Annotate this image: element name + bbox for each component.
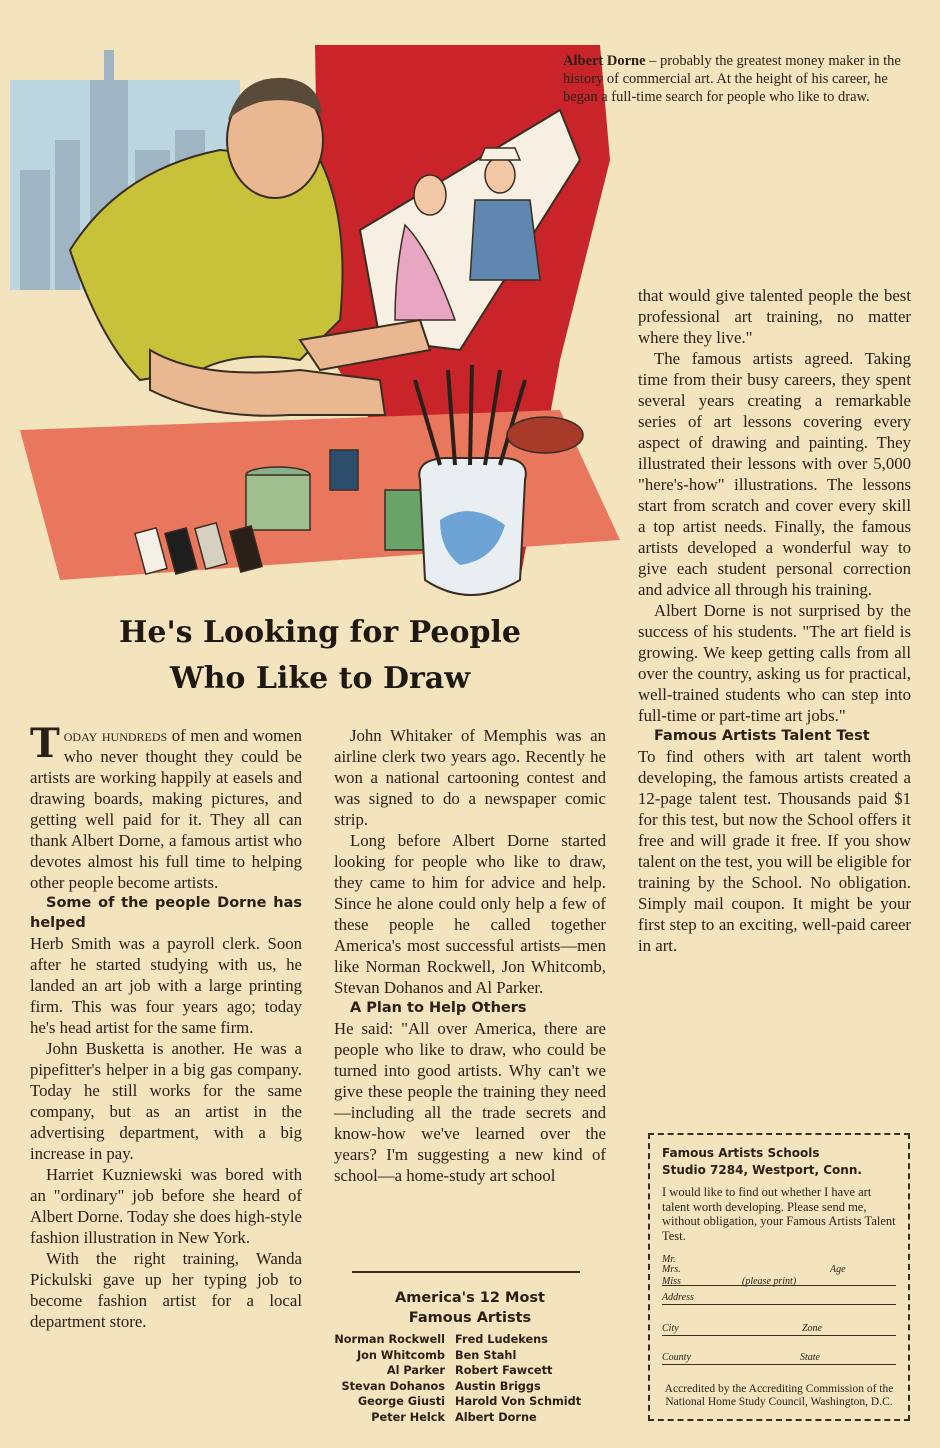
artist-name: Harold Von Schmidt bbox=[455, 1395, 582, 1408]
caption-name: Albert Dorne bbox=[563, 53, 646, 69]
divider-rule bbox=[352, 1271, 580, 1273]
mail-in-coupon[interactable] bbox=[648, 1133, 910, 1421]
list-item bbox=[330, 1363, 620, 1379]
coupon-studio: Studio 7284, Westport, Conn. bbox=[662, 1163, 862, 1177]
county-label: County bbox=[662, 1352, 691, 1363]
intro-text: of men and women who never thought they could be artists are working happily at easels and drawing boards, making pictures, and getting well paid for it. They all can thank Albert Dorne, a famous artist who devotes almost his full time to helping other people become artists. bbox=[30, 726, 302, 892]
mr-label: Mr. bbox=[662, 1254, 676, 1265]
drop-cap: T bbox=[30, 720, 60, 767]
county-state-field[interactable] bbox=[662, 1352, 896, 1365]
artist-name: Ben Stahl bbox=[455, 1348, 517, 1362]
artists-list-title bbox=[334, 1288, 606, 1328]
artists-title-line-1: America's 12 Most bbox=[395, 1290, 545, 1306]
column-1 bbox=[30, 720, 302, 1332]
paragraph-artists-agreed: The famous artists agreed. Taking time from their busy careers, they spent several years creating a remarkable series of art lessons covering every aspect of drawing and painting. They illustrated their lessons with over 5,000 "here's-how" illustrations. The lessons start from scratch and cover every skill a top artist needs. Finally, the famous artists developed a wonderful way to give each student personal correction and advice all through his training. bbox=[638, 349, 911, 599]
artist-name: Robert Fawcett bbox=[455, 1364, 553, 1377]
address-label: Address bbox=[662, 1292, 694, 1303]
lead-smallcaps: oday hundreds bbox=[63, 726, 168, 745]
list-item bbox=[330, 1394, 620, 1410]
paragraph-he-said: He said: "All over America, there are people who like to draw, who could be turned into good artists. Why can't we give these people the training they need—including all the trade secrets and know-how we've learned over the years? I'm suggesting a new kind of school—a home-study art school bbox=[334, 1019, 606, 1185]
column-3 bbox=[638, 285, 911, 956]
headline-line-2: Who Like to Draw bbox=[169, 661, 471, 696]
paragraph-john-busketta: John Busketta is another. He was a pipefitter's helper in a big gas company. Today he still works for the same company, but as an artist in the advertising department, with a big increase in pay. bbox=[30, 1039, 302, 1163]
artist-name: Al Parker bbox=[386, 1364, 445, 1377]
list-item bbox=[330, 1379, 620, 1395]
caption-text: – probably the greatest money maker in the history of commercial art. At the height of his career, he began a full-time search for people who like to draw. bbox=[563, 53, 901, 105]
paragraph-harriet: Harriet Kuzniewski was bored with an "ordinary" job before she heard of Albert Dorne. Today she does high-style fashion illustration in New York. bbox=[30, 1165, 302, 1247]
please-print-label: (please print) bbox=[742, 1276, 797, 1287]
artist-name: Norman Rockwell bbox=[334, 1333, 445, 1346]
headline-line-1: He's Looking for People bbox=[119, 615, 521, 650]
mrs-label: Mrs. bbox=[662, 1264, 681, 1275]
list-item bbox=[330, 1332, 620, 1348]
paragraph-long-before: Long before Albert Dorne started looking for people who like to draw, they came to him for advice and help. Since he alone could only help a few of these people he called together America's most successful artists—men like Norman Rockwell, Jon Whitcomb, Stevan Dohanos and Al Parker. bbox=[334, 831, 606, 997]
paragraph-talent-test: To find others with art talent worth developing, the famous artists created a 12-page talent test. Thousands paid $1 for this test, but now the School offers it free and will grade it free. If you show talent on the test, you will be eligible for training by the School. No obligation. Simply mail coupon. It might be your first step to an exciting, well-paid career in art. bbox=[638, 747, 911, 955]
artist-illustration bbox=[0, 20, 640, 610]
artist-name: Stevan Dohanos bbox=[341, 1379, 445, 1393]
zone-label: Zone bbox=[802, 1323, 822, 1334]
address-field[interactable] bbox=[662, 1292, 896, 1305]
name-field[interactable] bbox=[662, 1255, 896, 1286]
list-item bbox=[330, 1410, 620, 1426]
paragraph-herb-smith: Herb Smith was a payroll clerk. Soon after he started studying with us, he landed an art job with a large printing firm. This was four years ago; today he's head artist for the same firm. bbox=[30, 934, 302, 1037]
headline bbox=[30, 610, 610, 702]
coupon-school: Famous Artists Schools bbox=[662, 1146, 820, 1160]
city-label: City bbox=[662, 1323, 679, 1334]
artist-name: Jon Whitcomb bbox=[356, 1348, 445, 1362]
artists-title-line-2: Famous Artists bbox=[408, 1310, 532, 1326]
artists-list bbox=[330, 1332, 620, 1425]
artist-name: Fred Ludekens bbox=[455, 1333, 548, 1346]
column-2 bbox=[334, 725, 606, 1186]
list-item bbox=[330, 1348, 620, 1364]
subhead-talent-test: Famous Artists Talent Test bbox=[654, 728, 870, 744]
coupon-body: I would like to find out whether I have art talent worth developing. Please send me, without obligation, your Famous Artists Talent Test. bbox=[662, 1185, 896, 1243]
accreditation-text: Accredited by the Accrediting Commission of the National Home Study Council, Washington, D.C. bbox=[664, 1383, 894, 1408]
artist-name: Albert Dorne bbox=[455, 1410, 537, 1424]
paragraph-john-whitaker: John Whitaker of Memphis was an airline clerk two years ago. Recently he won a national cartooning contest and was signed to do a newspaper comic strip. bbox=[334, 726, 606, 829]
city-zone-field[interactable] bbox=[662, 1323, 896, 1336]
miss-label: Miss bbox=[662, 1276, 681, 1287]
subhead-plan: A Plan to Help Others bbox=[350, 1000, 527, 1016]
artist-name: George Giusti bbox=[357, 1395, 445, 1408]
age-label: Age bbox=[830, 1264, 846, 1275]
paragraph-not-surprised: Albert Dorne is not surprised by the success of his students. "The art field is growing. We keep getting calls from all over the country, asking us for practical, well-trained students who can step into full-time or part-time art jobs." bbox=[638, 601, 911, 725]
caption bbox=[563, 52, 913, 106]
paragraph-wanda: With the right training, Wanda Pickulski gave up her typing job to become fashion artist for a local department store. bbox=[30, 1249, 302, 1331]
paragraph-continued: that would give talented people the best professional art training, no matter where they live." bbox=[638, 286, 911, 347]
state-label: State bbox=[800, 1352, 820, 1363]
artist-name: Peter Helck bbox=[371, 1410, 445, 1424]
artist-name: Austin Briggs bbox=[455, 1379, 541, 1393]
subhead-some-people: Some of the people Dorne has helped bbox=[30, 895, 302, 931]
intro-paragraph bbox=[30, 720, 302, 893]
